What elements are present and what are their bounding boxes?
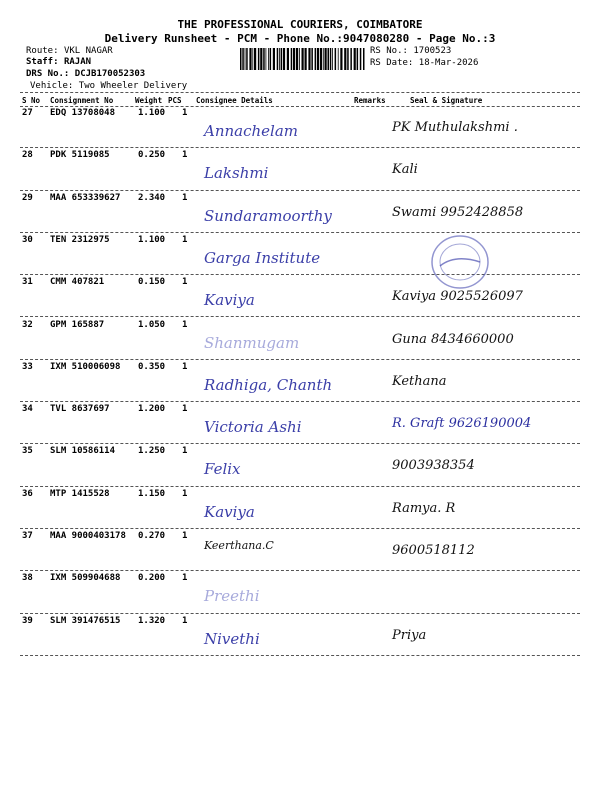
row-consignment-no: IXM 509904688 bbox=[50, 573, 121, 584]
row-consignee-handwritten: Radhiga, Chanth bbox=[204, 375, 333, 394]
row-signature: 9003938354 bbox=[392, 458, 475, 474]
barcode-bar bbox=[317, 48, 319, 70]
barcode-bar bbox=[315, 48, 317, 70]
barcode-bar bbox=[270, 48, 272, 70]
row-consignment-no: MAA 9000403178 bbox=[50, 531, 126, 541]
barcode-bar bbox=[354, 48, 356, 70]
barcode-bar bbox=[357, 48, 359, 70]
barcode-bar bbox=[338, 48, 339, 70]
row-signature: 9600518112 bbox=[392, 543, 475, 558]
vehicle-line bbox=[30, 81, 187, 91]
vehicle-label: Vehicle: bbox=[30, 81, 74, 91]
row-pcs: 1 bbox=[182, 192, 188, 203]
row-consignment-no: SLM 10586114 bbox=[50, 446, 116, 457]
row-weight: 1.050 bbox=[138, 319, 166, 330]
row-sno: 38 bbox=[22, 573, 33, 584]
row-divider bbox=[20, 359, 580, 360]
barcode-bar bbox=[350, 48, 352, 70]
rs-no-label: RS No.: bbox=[370, 46, 408, 56]
col-header-consignee: Consignee Details bbox=[196, 96, 273, 105]
row-consignment-no: MTP 1415528 bbox=[50, 488, 110, 499]
barcode-bar bbox=[273, 48, 275, 70]
row-pcs: 1 bbox=[182, 488, 188, 499]
route-value: VKL NAGAR bbox=[63, 46, 113, 56]
barcode-bar bbox=[340, 48, 342, 70]
vehicle-value: Two Wheeler Delivery bbox=[78, 81, 188, 91]
barcode-bar bbox=[291, 48, 293, 70]
row-sno: 34 bbox=[22, 404, 33, 415]
barcode-bar bbox=[242, 48, 244, 70]
barcode-bar bbox=[263, 48, 265, 70]
row-weight: 0.250 bbox=[138, 150, 166, 161]
runsheet-subtitle: Delivery Runsheet - PCM - Phone No.:9047080280 - Page No.:3 bbox=[104, 32, 496, 45]
row-consignee-handwritten: Lakshmi bbox=[204, 164, 269, 183]
row-sno: 32 bbox=[22, 319, 33, 330]
barcode-bar bbox=[246, 48, 248, 70]
row-consignee-handwritten: Preethi bbox=[204, 587, 260, 606]
drs-line bbox=[26, 69, 145, 79]
row-consignee-handwritten: Kaviya bbox=[204, 502, 255, 521]
row-pcs: 1 bbox=[182, 234, 188, 245]
row-sno: 33 bbox=[22, 361, 33, 372]
row-sno: 39 bbox=[22, 615, 33, 626]
row-divider bbox=[20, 401, 580, 402]
col-header-signature: Seal & Signature bbox=[410, 96, 483, 105]
row-weight: 0.350 bbox=[138, 361, 166, 372]
row-divider bbox=[20, 443, 580, 444]
row-weight: 1.320 bbox=[138, 615, 166, 626]
barcode-bar bbox=[320, 48, 322, 70]
row-signature: R. Graft 9626190004 bbox=[392, 416, 532, 432]
row-signature: Ramya. R bbox=[392, 500, 456, 516]
staff-label: Staff: bbox=[26, 57, 59, 67]
row-consignment-no: CMM 407821 bbox=[50, 277, 105, 288]
barcode-bar bbox=[240, 48, 242, 70]
row-consignment-no: GPM 165887 bbox=[50, 319, 105, 330]
row-pcs: 1 bbox=[182, 150, 188, 161]
barcode-bar bbox=[283, 48, 285, 70]
barcode-bar bbox=[279, 48, 280, 70]
drs-label: DRS No.: bbox=[26, 69, 70, 79]
barcode-bar bbox=[311, 48, 313, 70]
row-consignee-handwritten: Keerthana.C bbox=[204, 539, 274, 552]
row-divider bbox=[20, 147, 580, 148]
row-divider bbox=[20, 486, 580, 487]
rs-no-value: 1700523 bbox=[413, 46, 452, 56]
row-consignee-handwritten: Felix bbox=[204, 460, 241, 479]
barcode-bar bbox=[305, 48, 307, 70]
row-pcs: 1 bbox=[182, 319, 188, 330]
route-label: Route: bbox=[26, 46, 59, 56]
barcode-bar bbox=[296, 48, 298, 70]
row-signature: Priya bbox=[392, 627, 427, 643]
barcode-bar bbox=[335, 48, 337, 70]
row-consignment-no: IXM 510006098 bbox=[50, 361, 121, 372]
header-top-rule bbox=[20, 92, 580, 93]
row-consignee-handwritten: Nivethi bbox=[204, 629, 260, 648]
table-row bbox=[0, 616, 600, 674]
barcode-bar bbox=[323, 48, 324, 70]
rs-date-line bbox=[370, 58, 478, 68]
barcode-bar bbox=[363, 48, 365, 70]
row-consignment-no: MAA 653339627 bbox=[50, 192, 121, 203]
staff-value: RAJAN bbox=[63, 57, 92, 67]
row-signature: Kaviya 9025526097 bbox=[392, 289, 523, 305]
row-pcs: 1 bbox=[182, 277, 188, 288]
stamp-seal bbox=[410, 232, 510, 292]
row-pcs: 1 bbox=[182, 615, 188, 626]
row-pcs: 1 bbox=[182, 108, 188, 118]
barcode-bar bbox=[325, 48, 327, 70]
company-title: THE PROFESSIONAL COURIERS, COIMBATORE bbox=[177, 18, 423, 31]
row-consignment-no: SLM 391476515 bbox=[50, 615, 121, 626]
barcode-image bbox=[240, 48, 366, 70]
row-sno: 31 bbox=[22, 277, 33, 288]
row-weight: 1.250 bbox=[138, 446, 166, 457]
row-consignment-no: EDQ 13708048 bbox=[50, 108, 116, 118]
row-sno: 27 bbox=[22, 108, 33, 118]
barcode-bar bbox=[260, 48, 262, 70]
row-weight: 0.200 bbox=[138, 573, 166, 584]
row-weight: 0.270 bbox=[138, 531, 166, 541]
col-header-weight: Weight bbox=[135, 96, 163, 105]
row-consignee-handwritten: Sundaramoorthy bbox=[204, 206, 332, 225]
row-consignee-handwritten: Garga Institute bbox=[204, 248, 321, 267]
row-divider bbox=[20, 570, 580, 571]
barcode-bar bbox=[281, 48, 283, 70]
barcode-bar bbox=[308, 48, 310, 70]
row-consignee-handwritten: Annachelam bbox=[204, 122, 298, 140]
rs-date-value: 18-Mar-2026 bbox=[418, 58, 479, 68]
row-pcs: 1 bbox=[182, 404, 188, 415]
row-signature: Kethana bbox=[392, 373, 447, 389]
barcode-bar bbox=[268, 48, 269, 70]
drs-value: DCJB170052303 bbox=[74, 69, 146, 79]
barcode-bar bbox=[258, 48, 260, 70]
barcode-bar bbox=[302, 48, 304, 70]
barcode-bar bbox=[266, 48, 267, 70]
row-consignment-no: TEN 2312975 bbox=[50, 234, 110, 245]
col-header-pcs: PCS bbox=[168, 96, 182, 105]
barcode-bar bbox=[332, 48, 333, 70]
staff-line bbox=[26, 57, 91, 67]
barcode-bar bbox=[344, 48, 346, 70]
row-signature: Kali bbox=[392, 162, 418, 178]
barcode-bar bbox=[245, 48, 246, 70]
row-signature: PK Muthulakshmi . bbox=[392, 120, 518, 135]
row-divider bbox=[20, 316, 580, 317]
barcode-bar bbox=[347, 48, 349, 70]
row-divider bbox=[20, 655, 580, 656]
row-divider bbox=[20, 190, 580, 191]
row-sno: 28 bbox=[22, 150, 33, 161]
row-pcs: 1 bbox=[182, 361, 188, 372]
row-divider bbox=[20, 613, 580, 614]
row-weight: 0.150 bbox=[138, 277, 166, 288]
row-weight: 1.150 bbox=[138, 488, 166, 499]
row-sno: 29 bbox=[22, 192, 33, 203]
row-sno: 35 bbox=[22, 446, 33, 457]
row-weight: 1.200 bbox=[138, 404, 166, 415]
barcode-bar bbox=[277, 48, 279, 70]
row-consignee-handwritten: Victoria Ashi bbox=[204, 418, 302, 437]
barcode-bar bbox=[254, 48, 256, 70]
header-bottom-rule bbox=[20, 106, 580, 107]
row-consignment-no: PDK 5119085 bbox=[50, 150, 110, 161]
row-sno: 30 bbox=[22, 234, 33, 245]
row-pcs: 1 bbox=[182, 531, 188, 541]
row-signature: Guna 8434660000 bbox=[392, 331, 514, 347]
row-weight: 1.100 bbox=[138, 234, 166, 245]
col-header-remarks: Remarks bbox=[354, 96, 386, 105]
row-weight: 1.100 bbox=[138, 108, 166, 118]
col-header-consignment: Consignment No bbox=[50, 96, 114, 105]
row-sno: 37 bbox=[22, 531, 33, 541]
barcode-bar bbox=[287, 48, 289, 70]
barcode-bar bbox=[293, 48, 295, 70]
row-pcs: 1 bbox=[182, 573, 188, 584]
barcode-bar bbox=[328, 48, 330, 70]
row-pcs: 1 bbox=[182, 446, 188, 457]
row-divider bbox=[20, 528, 580, 529]
row-consignee-handwritten: Shanmugam bbox=[204, 333, 300, 352]
barcode-bar bbox=[330, 48, 332, 70]
rs-no-line bbox=[370, 46, 451, 56]
barcode-bar bbox=[360, 48, 362, 70]
barcode-bar bbox=[252, 48, 253, 70]
barcode-bar bbox=[299, 48, 300, 70]
col-header-sno: S No bbox=[22, 96, 41, 105]
route-line bbox=[26, 46, 113, 56]
row-weight: 2.340 bbox=[138, 192, 166, 203]
barcode-bar bbox=[249, 48, 251, 70]
row-sno: 36 bbox=[22, 488, 33, 499]
row-signature: Swami 9952428858 bbox=[392, 204, 524, 220]
row-consignment-no: TVL 8637697 bbox=[50, 404, 110, 415]
row-consignee-handwritten: Kaviya bbox=[204, 291, 255, 310]
rs-date-label: RS Date: bbox=[370, 58, 414, 68]
